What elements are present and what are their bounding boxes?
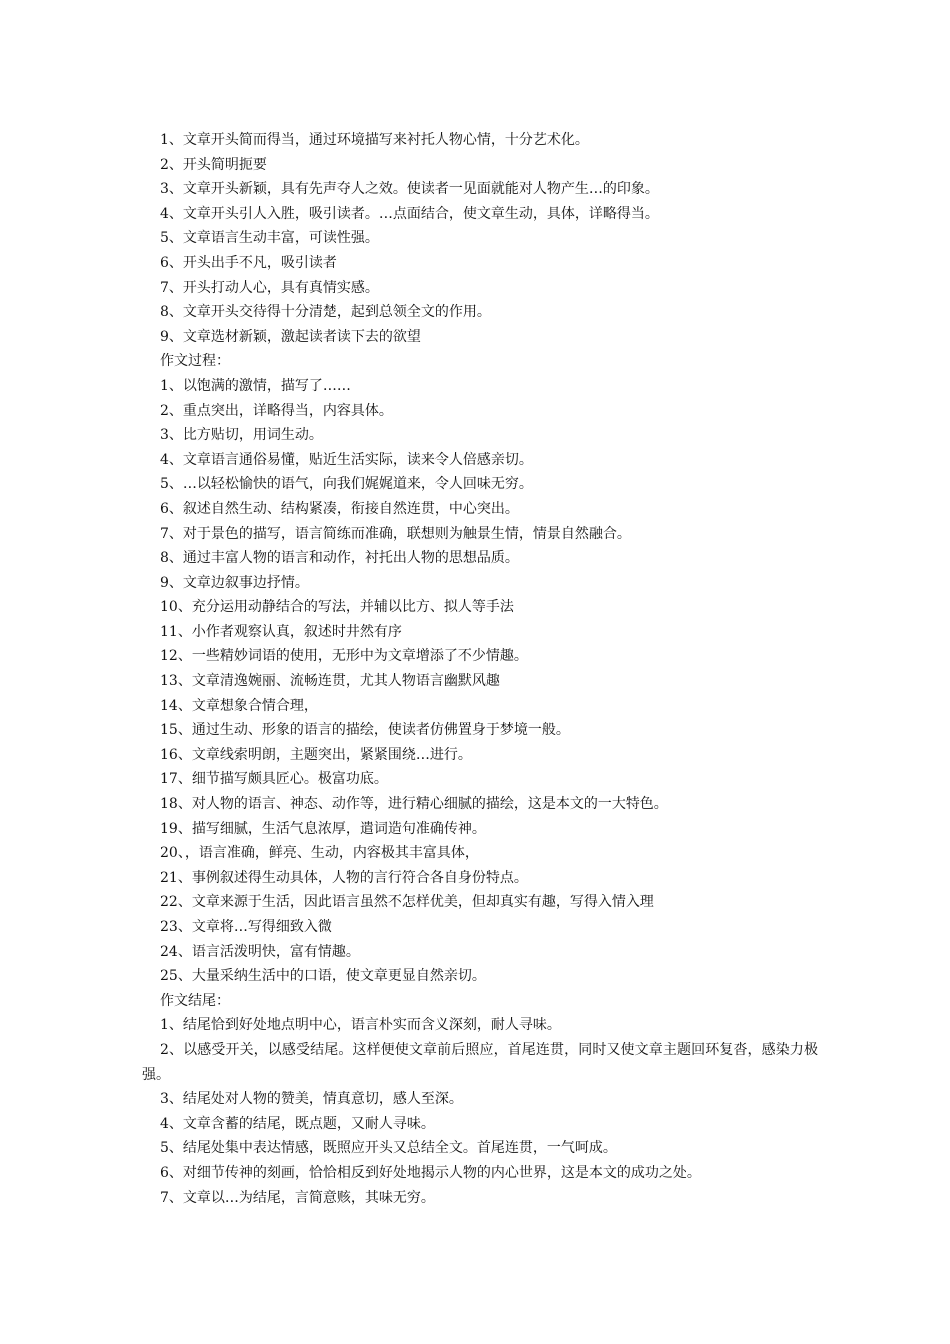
text-line: 25、大量采纳生活中的口语，使文章更显自然亲切。 xyxy=(160,968,486,985)
text-line: 9、文章边叙事边抒情。 xyxy=(160,574,309,591)
section-heading-ending: 作文结尾： xyxy=(160,992,230,1009)
text-paragraph: 2、以感受开关，以感受结尾。这样便使文章前后照应，首尾连贯，同时又使文章主题回环复沓，感染力极强。 xyxy=(142,1041,818,1083)
text-line: 18、对人物的语言、神态、动作等，进行精心细腻的描绘，这是本文的一大特色。 xyxy=(160,796,668,813)
text-line: 5、结尾处集中表达情感，既照应开头又总结全文。首尾连贯，一气呵成。 xyxy=(160,1140,617,1157)
text-line: 3、结尾处对人物的赞美，情真意切，感人至深。 xyxy=(160,1091,463,1108)
text-line: 6、叙述自然生动、结构紧凑，衔接自然连贯，中心突出。 xyxy=(160,500,519,517)
text-line: 22、文章来源于生活，因此语言虽然不怎样优美，但却真实有趣，写得入情入理 xyxy=(160,894,654,911)
text-line: 16、文章线索明朗，主题突出，紧紧围绕…进行。 xyxy=(160,746,472,763)
text-line: 7、文章以…为结尾，言简意赅，其味无穷。 xyxy=(160,1189,435,1206)
text-line: 2、开头简明扼要 xyxy=(160,156,267,173)
text-line: 12、一些精妙词语的使用，无形中为文章增添了不少情趣。 xyxy=(160,648,528,665)
text-line: 15、通过生动、形象的语言的描绘，使读者仿佛置身于梦境一般。 xyxy=(160,722,570,739)
text-line: 23、文章将…写得细致入微 xyxy=(160,919,332,935)
text-line: 4、文章含蓄的结尾，既点题，又耐人寻味。 xyxy=(160,1115,435,1132)
text-line: 2、重点突出，详略得当，内容具体。 xyxy=(160,402,393,419)
text-line: 14、文章想象合情合理， xyxy=(160,697,318,714)
text-line: 6、开头出手不凡，吸引读者 xyxy=(160,254,337,271)
text-line: 1、以饱满的激情，描写了…… xyxy=(160,377,351,394)
text-line: 13、文章清逸婉丽、流畅连贯，尤其人物语言幽默风趣 xyxy=(160,673,500,690)
text-line: 7、对于景色的描写，语言简练而准确，联想则为触景生情，情景自然融合。 xyxy=(160,525,631,542)
text-line: 20、，语言准确，鲜亮、生动，内容极其丰富具体， xyxy=(160,845,479,862)
text-line: 5、文章语言生动丰富，可读性强。 xyxy=(160,230,379,247)
text-line: 11、小作者观察认真，叙述时井然有序 xyxy=(160,623,402,640)
text-line: 6、对细节传神的刻画，恰恰相反到好处地揭示人物的内心世界，这是本文的成功之处。 xyxy=(160,1164,701,1181)
text-line: 21、事例叙述得生动具体，人物的言行符合各自身份特点。 xyxy=(160,869,528,886)
text-line: 8、文章开头交待得十分清楚，起到总领全文的作用。 xyxy=(160,304,491,321)
text-line: 4、文章开头引人入胜，吸引读者。…点面结合，使文章生动，具体，详略得当。 xyxy=(160,205,659,222)
text-line: 9、文章选材新颖，激起读者读下去的欲望 xyxy=(160,328,421,345)
text-line: 5、…以轻松愉快的语气，向我们娓娓道来，令人回味无穷。 xyxy=(160,476,533,493)
text-line: 1、结尾恰到好处地点明中心，语言朴实而含义深刻，耐人寻味。 xyxy=(160,1017,561,1034)
document-body xyxy=(142,128,818,1210)
text-line: 17、细节描写颇具匠心。极富功底。 xyxy=(160,771,388,788)
text-line: 19、描写细腻，生活气息浓厚，遣词造句准确传神。 xyxy=(160,820,486,837)
text-line: 10、充分运用动静结合的写法，并辅以比方、拟人等手法 xyxy=(160,599,514,616)
text-line: 4、文章语言通俗易懂，贴近生活实际，读来令人倍感亲切。 xyxy=(160,451,533,468)
text-line: 8、通过丰富人物的语言和动作，衬托出人物的思想品质。 xyxy=(160,550,519,567)
text-line: 24、语言活泼明快，富有情趣。 xyxy=(160,943,360,960)
text-line: 1、文章开头简而得当，通过环境描写来衬托人物心情，十分艺术化。 xyxy=(160,132,589,148)
text-line: 3、文章开头新颖，具有先声夺人之效。使读者一见面就能对人物产生…的印象。 xyxy=(160,181,659,198)
section-heading-process: 作文过程： xyxy=(160,353,230,370)
text-line: 7、开头打动人心，具有真情实感。 xyxy=(160,279,379,296)
text-line: 3、比方贴切，用词生动。 xyxy=(160,427,323,444)
